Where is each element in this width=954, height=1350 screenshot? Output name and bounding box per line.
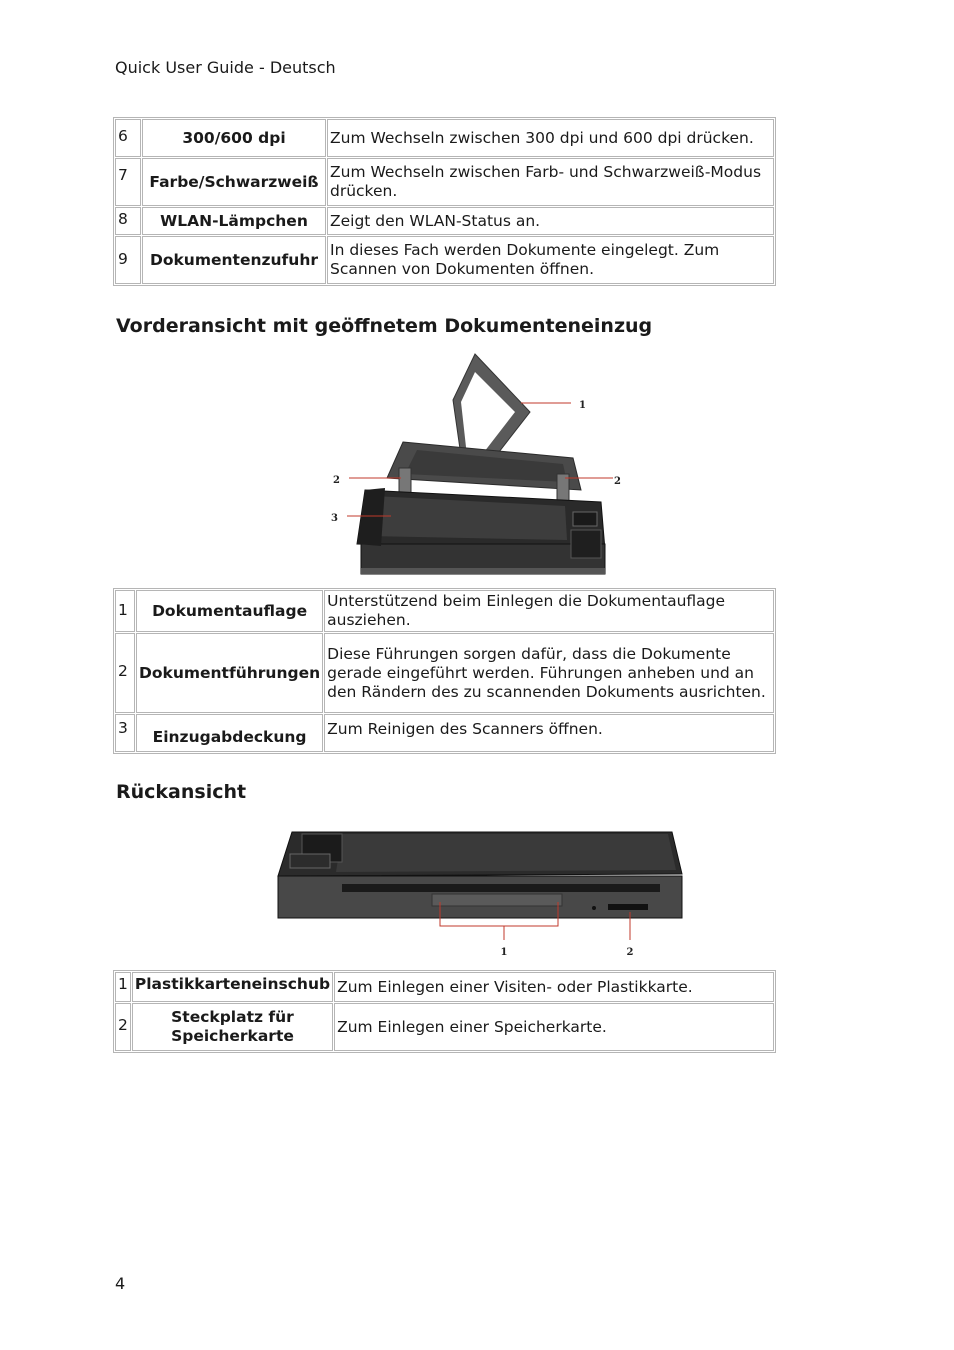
row-name: Dokumentführungen: [136, 633, 323, 713]
table-row: [115, 236, 774, 284]
row-description: Unterstützend beim Einlegen die Dokumentauflage ausziehen.: [324, 590, 774, 632]
row-description: Diese Führungen sorgen dafür, dass die Dokumente gerade eingeführt werden. Führungen anheben und an den Rändern des zu scannenden Dokuments ausrichten.: [324, 633, 774, 713]
row-number: 2: [115, 633, 135, 713]
lcd-display: [290, 854, 330, 868]
row-number: 9: [115, 236, 141, 284]
table-row: [115, 158, 774, 206]
rear-view-table: [113, 970, 776, 1053]
scanner-front-open-figure: [325, 350, 625, 585]
row-name: WLAN-Lämpchen: [142, 207, 326, 235]
scanner-rear-figure: [272, 822, 692, 960]
card-slot: [342, 884, 660, 892]
callout-label: 2: [333, 475, 340, 486]
row-number: 2: [115, 1003, 131, 1051]
table-row: [115, 119, 774, 157]
row-description: Zeigt den WLAN-Status an.: [327, 207, 774, 235]
memory-card-slot: [608, 904, 648, 910]
running-header: Quick User Guide - Deutsch: [115, 58, 336, 77]
callout-label: 1: [500, 947, 508, 958]
row-description: Zum Wechseln zwischen 300 dpi und 600 dpi drücken.: [327, 119, 774, 157]
row-description: Zum Reinigen des Scanners öffnen.: [324, 714, 774, 752]
row-name: 300/600 dpi: [142, 119, 326, 157]
row-description: In dieses Fach werden Dokumente eingelegt. Zum Scannen von Dokumenten öffnen.: [327, 236, 774, 284]
button-table: [113, 117, 776, 286]
callout-label: 1: [579, 400, 586, 411]
row-name: Dokumentauflage: [136, 590, 323, 632]
row-name: Steckplatz für Speicherkarte: [132, 1003, 333, 1051]
row-number: 7: [115, 158, 141, 206]
row-description: Zum Einlegen einer Speicherkarte.: [334, 1003, 774, 1051]
row-name: Dokumentenzufuhr: [142, 236, 326, 284]
row-number: 8: [115, 207, 141, 235]
callout-label: 3: [331, 513, 338, 524]
row-number: 3: [115, 714, 135, 752]
table-row: [115, 972, 774, 1002]
callout-label: 2: [614, 476, 621, 487]
lcd-display: [573, 512, 597, 526]
row-number: 1: [115, 972, 131, 1002]
table-row: [115, 207, 774, 235]
row-description: Zum Einlegen einer Visiten- oder Plastikkarte.: [334, 972, 774, 1002]
callout-label: 2: [626, 947, 634, 958]
table-row: [115, 1003, 774, 1051]
table-row: [115, 633, 774, 713]
row-name: Farbe/Schwarzweiß: [142, 158, 326, 206]
page-number: 4: [115, 1274, 126, 1293]
section-title-front-view: Vorderansicht mit geöffnetem Dokumenteneinzug: [116, 315, 653, 337]
section-title-rear-view: Rückansicht: [116, 781, 247, 803]
table-row: [115, 714, 774, 752]
row-name: Einzugabdeckung: [136, 714, 323, 752]
table-row: [115, 590, 774, 632]
row-description: Zum Wechseln zwischen Farb- und Schwarzweiß-Modus drücken.: [327, 158, 774, 206]
control-panel: [571, 530, 601, 558]
row-number: 6: [115, 119, 141, 157]
row-name: Plastikkarteneinschub: [132, 972, 333, 1002]
row-number: 1: [115, 590, 135, 632]
front-view-table: [113, 588, 776, 754]
